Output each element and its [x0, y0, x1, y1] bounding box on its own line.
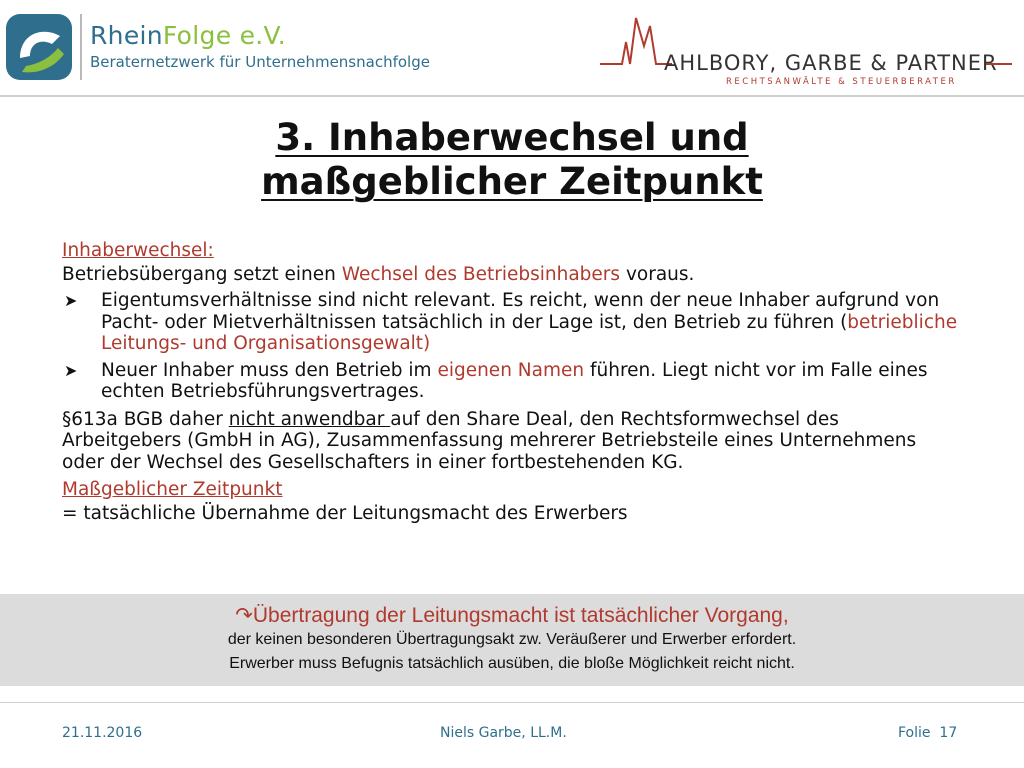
- org-name: RheinFolge e.V.: [90, 21, 286, 50]
- callout-line-2: der keinen besonderen Übertragungsakt zw. Veräußerer und Erwerber erfordert.: [227, 631, 797, 648]
- rheinfolge-logo-icon: [6, 14, 72, 80]
- org-subtitle: Beraternetzwerk für Unternehmensnachfolge: [90, 53, 430, 71]
- bullet-eigentumsverhaeltnisse: ➤ Eigentumsverhältnisse sind nicht relevant. Es reicht, wenn der neue Inhaber aufgrund von Pacht- oder Mietverhältnissen tatsächlich in der Lage ist, den Betrieb zu führen (betriebliche Leitungs- und Organisationsgewalt): [64, 290, 958, 354]
- partner-logo: [596, 12, 1016, 88]
- arrow-bullet-icon: ➤: [64, 291, 78, 310]
- slide-title: 3. Inhaberwechsel und maßgeblicher Zeitpunkt: [261, 116, 763, 203]
- svg-text:AHLBORY, GARBE & PARTNER: AHLBORY, GARBE & PARTNER: [664, 51, 998, 75]
- paragraph-betriebsuebergang: Betriebsübergang setzt einen Wechsel des Betriebsinhabers voraus.: [62, 263, 695, 285]
- footer-date: 21.11.2016: [62, 725, 143, 741]
- footer-slide-number: Folie 17: [898, 725, 958, 741]
- header-divider: [80, 14, 82, 80]
- footer-author: Niels Garbe, LL.M.: [440, 725, 567, 741]
- svg-text:RECHTSANWÄLTE & STEUERBERATER: RECHTSANWÄLTE & STEUERBERATER: [726, 77, 957, 87]
- slide-body: [62, 240, 962, 526]
- slide-header: [0, 0, 1024, 96]
- implies-arrow-icon: ↷: [235, 604, 253, 627]
- callout-line-3: Erwerber muss Befugnis tatsächlich ausüben, die bloße Möglichkeit reicht nicht.: [229, 655, 795, 672]
- callout-line-1: ↷Übertragung der Leitungsmacht ist tatsächlicher Vorgang,: [235, 604, 789, 627]
- paragraph-613a: §613a BGB daher nicht anwendbar auf den Share Deal, den Rechtsformwechsel des Arbeitgebers (GmbH in AG), Zusammenfassung mehrerer Betriebsteile eines Unternehmens oder der Wechsel des Gesellschafters in einer fortbestehenden KG.: [62, 408, 917, 473]
- arrow-bullet-icon: ➤: [64, 360, 78, 380]
- bullet-neuer-inhaber: ➤ Neuer Inhaber muss den Betrieb im eigenen Namen führen. Liegt nicht vor im Falle eines echten Betriebsführungsvertrages.: [64, 359, 928, 402]
- footer-rule: [0, 702, 1024, 703]
- section-heading-inhaberwechsel: Inhaberwechsel:: [62, 240, 214, 261]
- header-rule: [0, 95, 1024, 97]
- section-heading-zeitpunkt: Maßgeblicher Zeitpunkt: [62, 479, 283, 500]
- paragraph-uebernahme: = tatsächliche Übernahme der Leitungsmacht des Erwerbers: [62, 502, 628, 524]
